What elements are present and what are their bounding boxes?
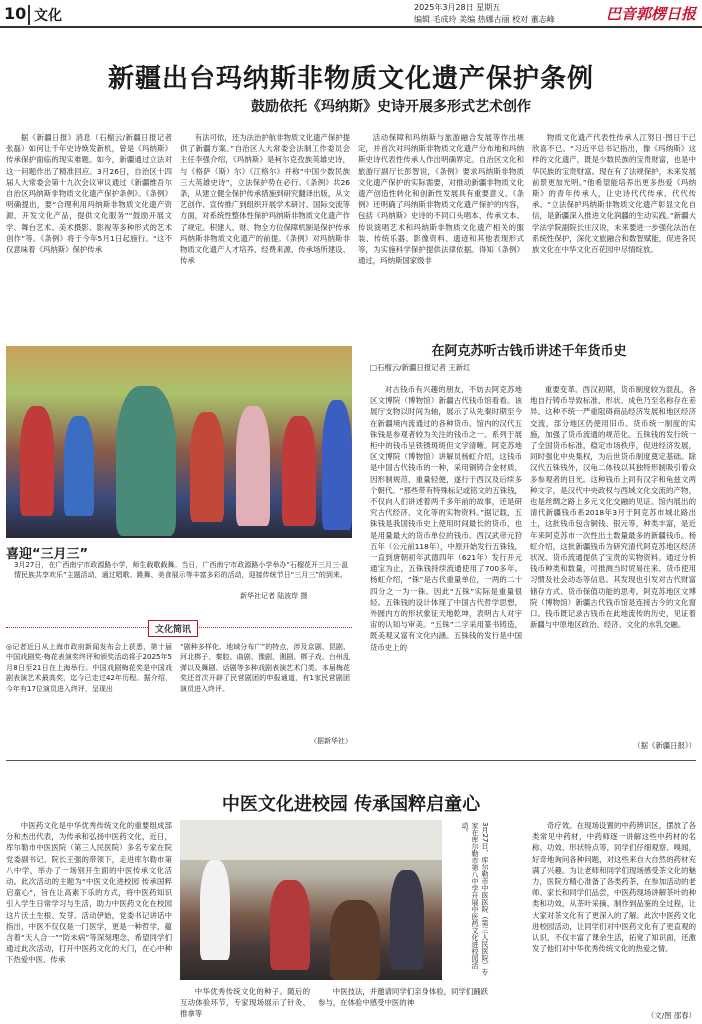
photo-caption-title: 喜迎“三月三” [6,547,89,562]
main-headline: 新疆出台玛纳斯非物质文化遗产保护条例 [107,64,594,94]
photo-figure [330,900,380,980]
issue-date: 2025年3月28日 星期五 [414,3,501,12]
photo-caption: 3月27日，在广西南宁市政源路小学，师生载歌载舞。当日，广西南宁市政源路小学举办“石榴花开三月三·邕情民族共享欢乐”主题活动，通过唱歌、跳舞、美食展示等丰富多彩的活动，迎接传统节日“三月三”的到来。 [14,561,349,579]
tcm-article-under-photo-2: 中医技法，并邀请同学们亲身体验，同学们踊跃参与，在体验中感受中医的神 [318,987,488,1008]
photo-figure [322,400,352,530]
photo-figure [64,416,94,516]
section-divider [6,760,696,761]
brief-heading: 文化简讯 [148,620,198,637]
photo-credit: 新华社记者 陆波岸 摄 [240,592,308,600]
brief-column-2: “剧种多样化、地域分布广”的特点，涉及京剧、昆剧、河北梆子、秦腔、曲剧、豫剧、湘剧、梆子戏、台州乱弹以及舞剧、话剧等多种戏剧表演艺术门类。本届梅花奖还首次开辟了民营剧团的申报通道，有1家民营剧团演员进入终评。 [180,643,350,693]
school-activity-photo [180,820,442,980]
coin-article-byline: □石榴云/新疆日报记者 王新红 [370,363,471,372]
photo-figure [190,412,224,522]
tcm-article-headline: 中医文化进校园 传承国粹启童心 [221,794,481,815]
main-subheadline: 鼓励依托《玛纳斯》史诗开展多形式艺术创作 [251,99,531,115]
tcm-article-column-1: 中医药文化是中华优秀传统文化的重要组成部分和杰出代表，为传承和弘扬中医药文化，近日，库尔勒市中医医院（第三人民医院）多名专家在院党委副书记、院长王强的带领下，走进库尔勒市第八中学，举办了一场别开生面的中医传承文化活动。此次活动的主题为“中医文化进校园 传承国粹启童心”，旨在让高素下乐的方式，将中医药知识引入学生日常学习与生活，助力中医药文化在校园这片沃土生根、发芽。活动伊始，党委书记讲话中指出，中医不仅仅是一门医学，更是一种哲学，蕴含着“天人合一”“防未病”等深刻理念，希望同学们通过此次活动，打开中医药文化的大门，在心中种下热爱中医、传承 [6,821,172,965]
coin-article-column-1: 对古钱币有兴趣的朋友，不妨去阿克苏地区文博院（博物馆）新疆古代钱币馆看看。该展厅支物以时间为轴，展示了从先秦时期至今在新疆境内流通过的各种货币。馆内的汉代五铢钱是参观者较为关注的钱币之一。系列于展柜中的钱币呈铁锈斑斑但文字清晰。阿克苏地区文博院（博物馆）讲解员杨虹介绍，这钱币是中国古代钱币的一种，采用铜铸合金材质，因形制规范、重量轻便，遂行于西汉及后续多个朝代。“那些带有特殊标记或铭文的五铢钱，不仅向人们讲述着两千多年前的故事，还是研究古代经济、文化等的实物资料。”据记载，五铢钱是我国钱币史上使用时间最长的货币，也是用量最大的货币单位的钱币。西汉武帝元狩五年（公元前118年），中原开始发行五铢钱，一直到唐朝初年武德四年（621年）发行开元通宝为止，五铢钱持续流通使用了700多年。杨虹介绍，“铢”是古代重量单位，一两的二十四分之一为一铢。因此“五铢”实际是重量很轻。五铢钱的设计体现了中国古代哲学思想，外圆内方的形状象征天地乾坤，表明古人对宇宙的认知与审美。“五铢”二字采用篆书铸造，既美观又富有文化内涵。五铢钱的发行是中国货币史上的 [370,385,522,652]
brief-column-1: ◎记者近日从上海市政府新闻发布会上获悉，第十届中国戏剧奖·梅花表演奖终评和颁奖活动将于2025年5月8日至21日在上海举行。中国戏剧梅花奖是中国戏剧表演艺术最高奖，迄今已走过42年历程。据介绍，今年有17位演员进入终评，呈现出 [6,643,172,693]
photo-figure [20,406,54,516]
page-header [0,0,702,28]
photo-figure [282,416,316,526]
coin-article-column-2: 重要变革。西汉初期，货币制度较为混乱，各地自行铸币导致标准、形状、成色乃至名称存在差异。这种不统一严重阻碍商品经济发展和地区经济交流，部分地区仍使用旧币。货币统一制度的实施，加强了货币流通的规范化。五铢钱的发行统一了全国货币标准，稳定市场秩序，促进经济发展，同时强化中央集权，为后世货币制度奠定基础。除汉代五铢钱外，汉龟二体钱以其独特形制吸引着众多参观者的目光。这种钱币上同有汉字和龟兹文两种文字，是汉代中央政权与西域文化交流的产物，也是丝绸之路上多元文化交融的见证。馆内展出的清代新疆钱币系2018年3月于阿克苏市城北路出土，这批钱币包含铜钱、银元等，种类丰富，是近年来阿克苏市一次性出土数量最多的新疆钱币。杨虹介绍，这批新疆钱币为研究清代阿克苏地区经济状况、货币流通提供了宝贵的实物资料。通过分析钱币种类和数量，可推测当时贸易往来、货币使用习惯及社会动态等信息。其发现也引发对古代财富储存方式、货币保值功能的思考。阿克苏地区文博院（博物馆）新疆古代钱币馆是连接古今的文化窗口。钱币既记录古钱币在此地流传的历史，见证着新疆与中原地区政治、经济、文化的水乳交融。 [530,385,696,630]
tcm-article-credit: （文/图 邵春） [646,1011,696,1020]
article1-column-3: 活动保障和玛纳斯与旅游融合发展等作出规定，并首次对玛纳斯非物质文化遗产分布地和玛纳斯史诗代表性传承人作出明确界定。自治区文化和旅游厅副厅长彭智说，《条例》要求玛纳斯非物质文化遗产保护的实际需要，对推动新疆非物质文化遗产创造性转化和创新性发展具有重要意义。《条例》还明确了玛纳斯非物质文化遗产保护的内容，包括《玛纳斯》史诗的不同口头唱本、传承文本、传说演唱艺术和玛纳斯非物质文化遗产相关的服装、传统乐器、影像资料、遗迹和其他表现形式等，为实施科学保护提供法律依据。得知《条例》通过，玛纳斯国家级非 [358,133,524,266]
photo-figure [270,880,310,970]
article1-column-1: 据《新疆日报》消息（石榴云/新疆日报记者 张磊）如何让千年史诗焕发新机，曾是《玛纳斯》传承保护面临的现实难题。如今，新疆通过立法对这一问题作出了精准回应。3月26日，自治区十四届人大常委会第十九次会议审议通过《新疆维吾尔自治区玛纳斯非物质文化遗产保护条例》。《条例》明确提出，要“合理利用玛纳斯非物质文化遗产资源，开发文化产品，提供文化服务”“鼓励开展文学、舞台艺术、美术摄影、影视等多种形式的艺术创作”等。《条例》将于今年5月1日起施行。“这不仅意味着《玛纳斯》保护传承 [6,133,172,255]
festival-photo [6,346,352,538]
school-photo-caption: 3月27日，库尔勒市中医医院（第三人民医院）专家在库尔勒市第八中学开展中医药文化进校园活动。 [461,822,489,976]
photo-figure [116,386,176,536]
article1-column-2: 有法可依，还为法治护航非物质文化遗产保护提供了新疆方案。”自治区人大常委会法制工作委员会主任李强介绍，《玛纳斯》是柯尔克孜族英雄史诗，与《格萨（斯）尔》《江格尔》并称“中国少数民族三大英雄史诗”，立法保护势在必行。《条例》共26条，从建立健全保护传承措施到研究翻译出版，从文艺创作、宣传推广到组织开展学术研讨、国际交流等方面，对系统性整体性保护玛纳斯非物质文化遗产作了规定。积建人、财、物全方位保障机制是保护传承玛纳斯非物质文化遗产的前提。《条例》对玛纳斯非物质文化遗产人才培养、经费来源、传承场所建设、传承 [180,133,350,266]
tcm-article-column-3: 奇疗效。在现场设置的中药辨识区，摆放了各类常见中药材，中药师逐一讲解这些中药材的名称、功效、形状特点等，同学们仔细观察、嗅闻，好奇地询问各种问题，对这些来自大自然的药材充满了兴趣。为让老师和同学们现场感受茶文化的魅力，医院方精心准备了各类药茶，在参加活动的老师、家长和同学们品尝，中医药现场讲解茶叶的种类和功效，从茶叶采摘、制作到品鉴的全过程，让大家对茶文化有了更深入的了解。此次中医药文化进校园活动，让同学们对中医药文化有了更直观的认识，不仅丰富了课余生活，拓宽了知识面，还激发了他们对中华优秀传统文化的热爱之情。 [532,821,696,954]
photo-figure [200,860,230,960]
photo-figure [236,406,270,526]
editor-credits: 编辑 毛成玲 美编 热娜古丽 校对 董志峰 [414,15,555,24]
coin-article-credit: （据《新疆日报》） [633,741,696,750]
page-number: 10 [4,4,27,23]
section-name: 文化 [28,5,62,25]
newspaper-masthead: 巴音郭楞日报 [605,5,696,23]
tcm-article-under-photo-1: 中华优秀传统文化的种子。随后的互动体验环节，专家现场展示了针灸、推拿等 [180,987,310,1019]
photo-background [180,820,442,860]
coin-article-headline: 在阿克苏听古钱币讲述千年货币史 [431,344,627,359]
brief-credit: （据新华社） [310,737,352,745]
photo-figure [390,870,424,970]
article1-column-4: 物质文化遗产代表性传承人江努日·图日干已欣喜不已。“习近平总书记指出，像《玛纳斯》这样的文化遗产，既是少数民族的宝贵财富，也是中华民族的宝贵财富。现在有了法规保护，未来发展前景更加光明。”他希望能培养出更多热爱《玛纳斯》的青年传承人，让史诗代代传承、代代传承。“立法保护玛纳斯非物质文化遗产彰显文化自信，是新疆深入推进文化润疆的生动实践。”新疆大学法学院副院长庄汉说，未来要进一步强化法治在系统性保护，深化文旅融合和数智赋能，促进各民族文化在中华文化百花园中尽情绽放。 [532,133,696,255]
